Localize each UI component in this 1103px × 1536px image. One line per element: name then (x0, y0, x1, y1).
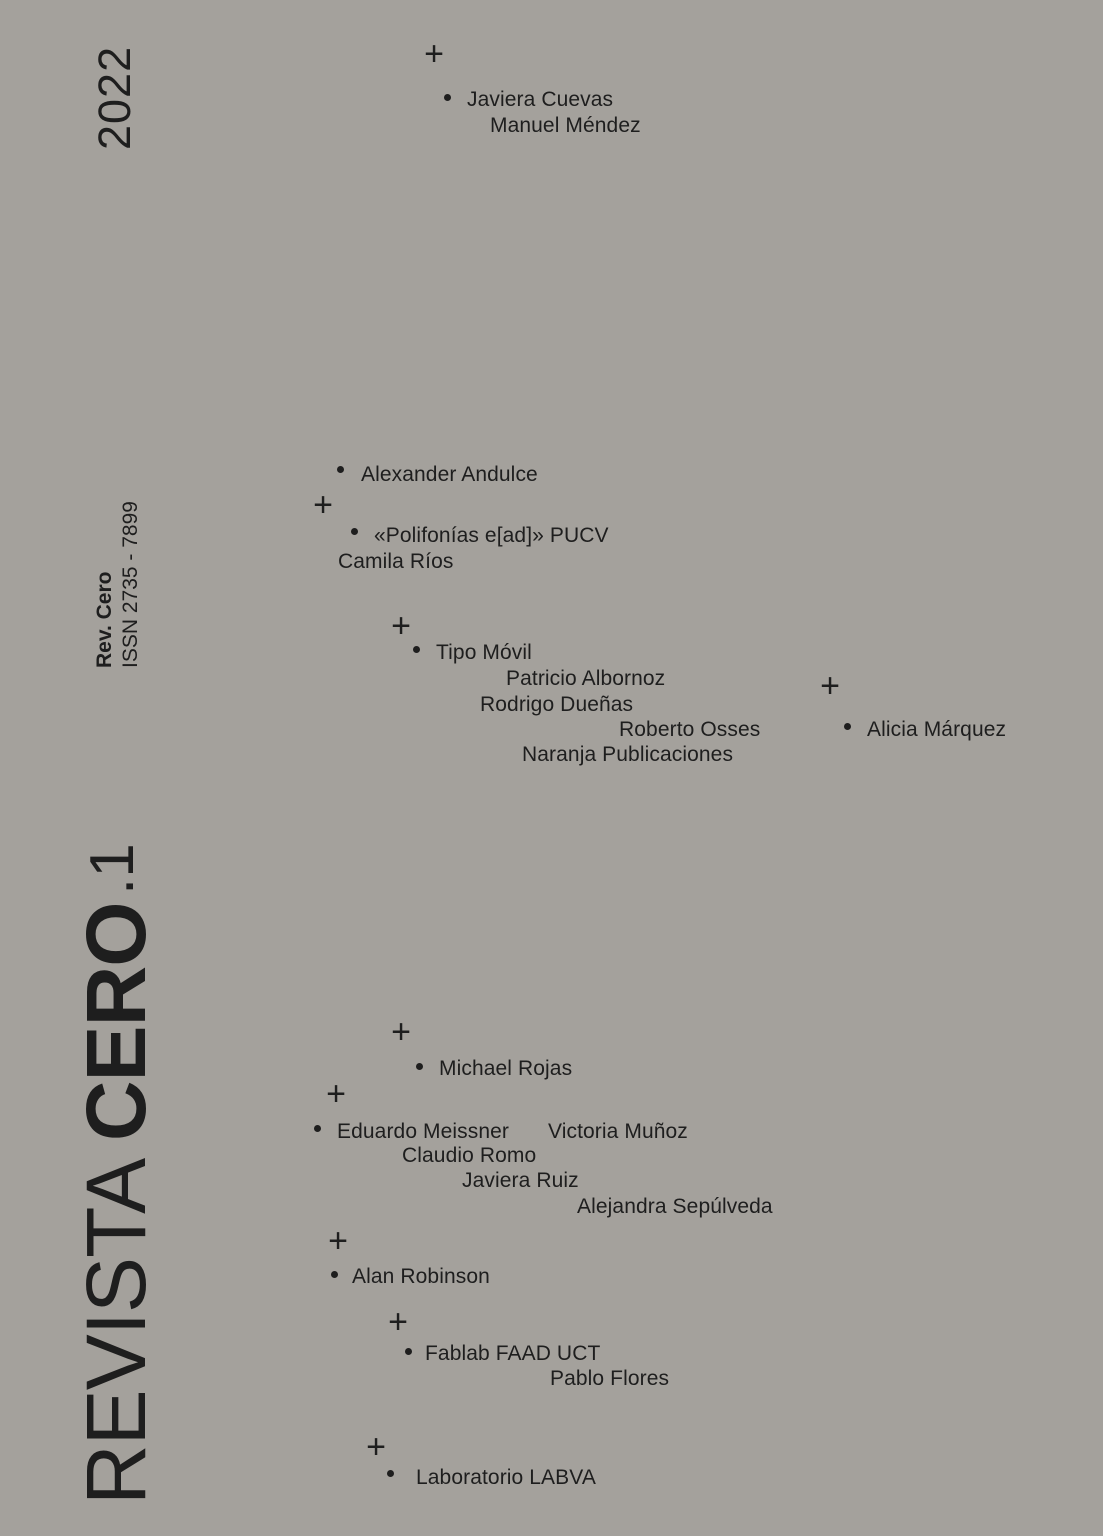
contributor-name: Rodrigo Dueñas (480, 693, 634, 716)
contributor-name: Claudio Romo (402, 1144, 537, 1167)
bullet-icon (351, 528, 358, 535)
issue-number: .1 (78, 843, 147, 895)
bullet-icon (413, 646, 420, 653)
plus-icon: + (328, 1222, 348, 1260)
plus-icon: + (313, 486, 333, 524)
contributor-name: Javiera Ruiz (462, 1169, 579, 1192)
bullet-icon (844, 723, 851, 730)
contributor-name: Patricio Albornoz (506, 667, 666, 690)
bullet-icon (444, 94, 451, 101)
bullet-icon (416, 1063, 423, 1070)
bullet-icon (337, 466, 344, 473)
plus-icon: + (391, 607, 411, 645)
contributor-name: Alexander Andulce (361, 463, 538, 486)
plus-icon: + (424, 35, 444, 73)
contributor-name: Alicia Márquez (867, 718, 1007, 741)
issn-label: ISSN 2735 - 7899 (119, 501, 142, 668)
plus-icon: + (366, 1428, 386, 1466)
contributor-name: Javiera Cuevas (467, 88, 614, 111)
bullet-icon (387, 1470, 394, 1477)
bullet-icon (405, 1348, 412, 1355)
plus-icon: + (391, 1013, 411, 1051)
contributor-name: Alejandra Sepúlveda (577, 1195, 773, 1218)
journal-abbreviation: Rev. Cero (93, 571, 116, 668)
contributor-name: Alan Robinson (352, 1265, 490, 1288)
contributor-name: «Polifonías e[ad]» PUCV (374, 524, 609, 547)
contributor-name: Michael Rojas (439, 1057, 573, 1080)
contributor-name: Victoria Muñoz (548, 1120, 688, 1143)
plus-icon: + (326, 1075, 346, 1113)
plus-icon: + (820, 667, 840, 705)
contributor-name: Camila Ríos (338, 550, 454, 573)
contributor-name: Eduardo Meissner (337, 1120, 510, 1143)
contributor-name: Pablo Flores (550, 1367, 670, 1390)
journal-title-bold: CERO (69, 902, 163, 1142)
issue-year: 2022 (89, 45, 140, 150)
contributor-name: Manuel Méndez (490, 114, 641, 137)
plus-icon: + (388, 1303, 408, 1341)
contributor-name: Laboratorio LABVA (416, 1466, 596, 1489)
bullet-icon (314, 1125, 321, 1132)
journal-title (69, 902, 163, 1505)
journal-title-light: REVISTA (69, 1141, 163, 1505)
contributor-name: Roberto Osses (619, 718, 761, 741)
contributor-name: Fablab FAAD UCT (425, 1342, 601, 1365)
contributor-name: Tipo Móvil (436, 641, 532, 664)
bullet-icon (331, 1271, 338, 1278)
contributor-name: Naranja Publicaciones (522, 743, 734, 766)
